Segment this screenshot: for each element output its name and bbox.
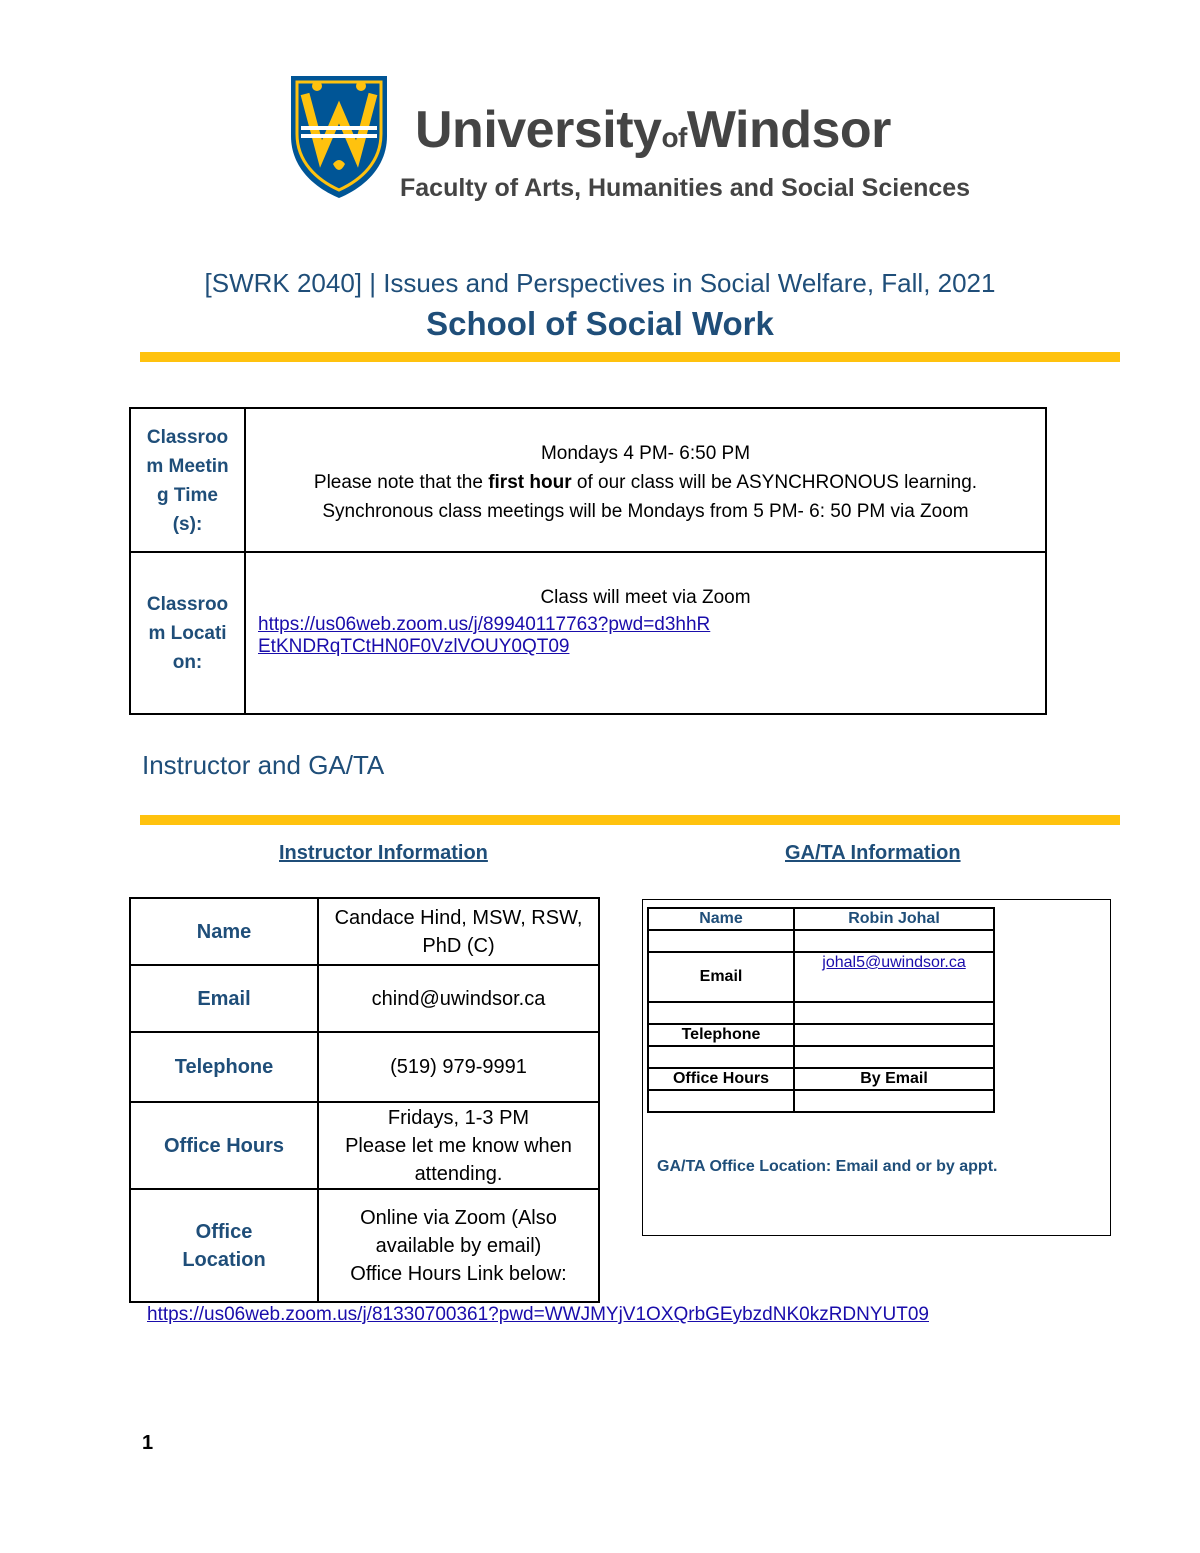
ta-email-link[interactable]: johal5@uwindsor.ca (822, 954, 966, 971)
telephone-label: Telephone (130, 1032, 318, 1102)
name-value: Candace Hind, MSW, RSW, PhD (C) (318, 898, 599, 965)
class-zoom-link[interactable]: https://us06web.zoom.us/j/89940117763?pwd=d3hhREtKNDRqTCtHN0F0VzlVOUY0QT09 (258, 614, 711, 657)
table-row (130, 1102, 599, 1189)
course-title: [SWRK 2040] | Issues and Perspectives in Social Welfare, Fall, 2021 (204, 268, 996, 298)
location-label: Classroom Location: (131, 553, 246, 713)
table-row (648, 1002, 994, 1024)
location-text: Class will meet via Zoom (540, 587, 751, 608)
table-row (130, 1189, 599, 1302)
ta-info-heading: GA/TA Information (785, 842, 961, 864)
office-hours-value: Fridays, 1-3 PM Please let me know when attending. (318, 1102, 599, 1189)
table-row (648, 908, 994, 930)
gold-divider (140, 352, 1120, 362)
meeting-time-cell (246, 409, 1045, 553)
gold-divider (140, 815, 1120, 825)
office-hours-zoom-link[interactable]: https://us06web.zoom.us/j/81330700361?pwd=WWJMYjV1OXQrbGEybzdNK0kzRDNYUT09 (147, 1304, 929, 1325)
telephone-value: (519) 979-9991 (318, 1032, 599, 1102)
logo-wordmark: UniversityofWindsor (415, 101, 891, 159)
table-row (130, 1032, 599, 1102)
ta-telephone-label: Telephone (648, 1024, 794, 1046)
instructor-table (129, 897, 600, 1303)
table-row (648, 1024, 994, 1046)
meeting-time-line: Mondays 4 PM- 6:50 PM (540, 443, 751, 464)
ta-table (647, 907, 995, 1113)
table-row (648, 1090, 994, 1112)
office-hours-label: Office Hours (130, 1102, 318, 1189)
ta-office-location: GA/TA Office Location: Email and or by appt. (657, 1158, 998, 1175)
table-row (130, 898, 599, 965)
table-row (130, 965, 599, 1032)
ta-info-box (642, 899, 1111, 1236)
table-row (648, 952, 994, 1002)
university-crest-logo (287, 72, 391, 200)
logo-faculty-name: Faculty of Arts, Humanities and Social Sciences (400, 174, 971, 202)
meeting-async-note: Please note that the first hour of our class will be ASYNCHRONOUS learning. (313, 472, 978, 493)
ta-office-hours-label: Office Hours (648, 1068, 794, 1090)
office-location-label: Office Location (130, 1189, 318, 1302)
section-heading: Instructor and GA/TA (142, 750, 385, 780)
school-title: School of Social Work (426, 305, 774, 342)
office-location-value: Online via Zoom (Also available by email) Office Hours Link below: (318, 1189, 599, 1302)
table-row (648, 1046, 994, 1068)
meeting-time-label: Classroom Meeting Time(s): (131, 409, 246, 553)
table-row (648, 1068, 994, 1090)
meeting-sync-note: Synchronous class meetings will be Mondays from 5 PM- 6: 50 PM via Zoom (322, 501, 969, 522)
ta-name-value: Robin Johal (794, 908, 994, 930)
ta-name-label: Name (648, 908, 794, 930)
email-label: Email (130, 965, 318, 1032)
meeting-table (129, 407, 1047, 715)
ta-email-label: Email (648, 952, 794, 1002)
instructor-info-heading: Instructor Information (279, 842, 488, 864)
location-cell (246, 553, 1045, 713)
name-label: Name (130, 898, 318, 965)
page-number: 1 (142, 1432, 154, 1454)
email-value: chind@uwindsor.ca (318, 965, 599, 1032)
table-row (648, 930, 994, 952)
ta-office-hours-value: By Email (794, 1068, 994, 1090)
